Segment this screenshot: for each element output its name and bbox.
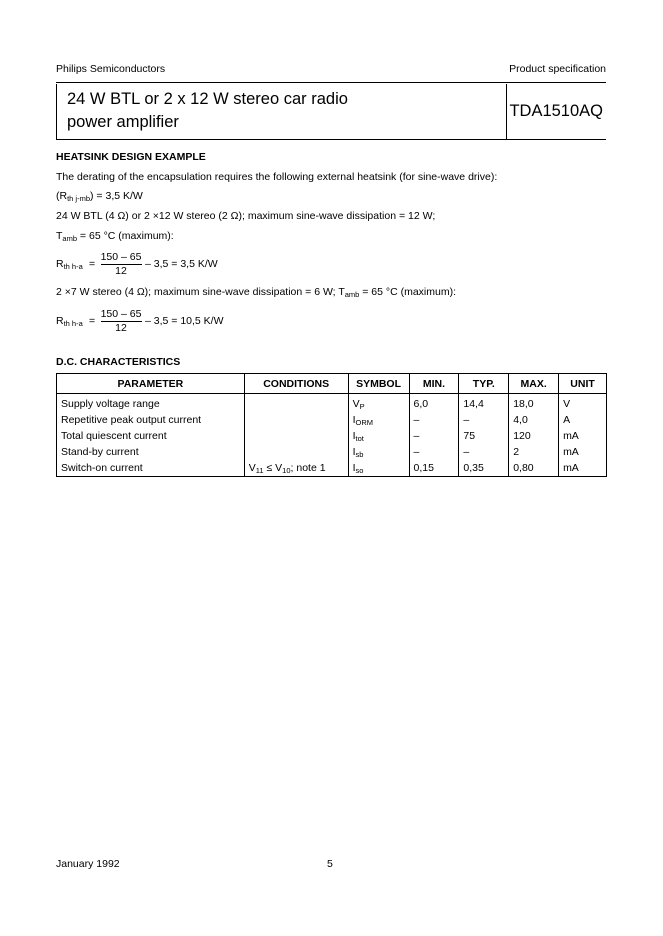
col-header-unit: UNIT	[559, 374, 607, 394]
formula-2-result: – 3,5 = 10,5 K/W	[145, 315, 224, 327]
cell-typ: 0,35	[459, 460, 509, 477]
cell-parameter: Switch-on current	[57, 460, 245, 477]
dc-heading: D.C. CHARACTERISTICS	[56, 356, 181, 368]
cell-conditions	[244, 428, 348, 444]
cell-parameter: Repetitive peak output current	[57, 412, 245, 428]
col-header-symbol: SYMBOL	[348, 374, 409, 394]
cell-max: 0,80	[509, 460, 559, 477]
table-header-row	[57, 374, 607, 394]
cell-symbol: $I_{ORM}$	[348, 412, 409, 428]
cell-symbol: $I_{sb}$	[348, 444, 409, 460]
formula-2-denominator: 12	[115, 322, 127, 334]
col-header-max: MAX.	[509, 374, 559, 394]
cell-typ: –	[459, 444, 509, 460]
cell-unit: mA	[559, 428, 607, 444]
cell-min: 0,15	[409, 460, 459, 477]
table-row	[57, 394, 607, 413]
cell-parameter: Total quiescent current	[57, 428, 245, 444]
col-header-parameter: PARAMETER	[57, 374, 245, 394]
cell-min: 6,0	[409, 394, 459, 413]
cell-parameter: Stand-by current	[57, 444, 245, 460]
table-row	[57, 428, 607, 444]
cell-typ: –	[459, 412, 509, 428]
formula-1-result: – 3,5 = 3,5 K/W	[145, 258, 218, 270]
cell-conditions	[244, 394, 348, 413]
cell-conditions	[244, 412, 348, 428]
title-line-2: power amplifier	[67, 113, 179, 131]
formula-1-equals: =	[89, 258, 96, 270]
table-row	[57, 444, 607, 460]
document-type: Product specification	[509, 63, 606, 75]
col-header-typ: TYP.	[459, 374, 509, 394]
cell-conditions	[244, 444, 348, 460]
title-line-1: 24 W BTL or 2 x 12 W stereo car radio	[67, 90, 348, 108]
heatsink-intro: The derating of the encapsulation requires the following external heatsink (for sine-wave drive):	[56, 171, 498, 183]
table-row	[57, 460, 607, 477]
cell-conditions: $V_{11} \le V_{10}$; note 1	[244, 460, 348, 477]
heatsink-heading: HEATSINK DESIGN EXAMPLE	[56, 151, 206, 163]
part-number: TDA1510AQ	[509, 102, 603, 120]
table-row	[57, 412, 607, 428]
cell-symbol: $V_P$	[348, 394, 409, 413]
formula-1-numerator: 150 – 65	[100, 251, 142, 263]
title-right-bar	[506, 84, 507, 139]
title-left-bar	[56, 84, 57, 139]
cell-min: –	[409, 412, 459, 428]
formula-1-lhs: $R_{th h-a}$	[56, 258, 83, 271]
cell-unit: A	[559, 412, 607, 428]
formula-1-denominator: 12	[115, 265, 127, 277]
header-rule-top	[56, 82, 606, 83]
page-number: 5	[327, 858, 333, 870]
stereo-dissipation-line: 2 ×7 W stereo (4 Ω); maximum sine-wave dissipation = 6 W; $T_{amb} = 65$ °C (maximum):	[56, 286, 457, 299]
dc-characteristics-table	[56, 373, 607, 477]
cell-symbol: $I_{tot}$	[348, 428, 409, 444]
footer-date: January 1992	[56, 858, 120, 870]
col-header-min: MIN.	[409, 374, 459, 394]
tamb-line: $T_{amb} = 65$ °C (maximum):	[56, 230, 174, 243]
document-title	[67, 88, 348, 134]
btl-dissipation-line: 24 W BTL (4 Ω) or 2 ×12 W stereo (2 Ω); maximum sine-wave dissipation = 12 W;	[56, 210, 436, 222]
cell-unit: V	[559, 394, 607, 413]
cell-unit: mA	[559, 444, 607, 460]
cell-unit: mA	[559, 460, 607, 477]
cell-max: 120	[509, 428, 559, 444]
company-name: Philips Semiconductors	[56, 63, 166, 75]
cell-max: 18,0	[509, 394, 559, 413]
cell-max: 2	[509, 444, 559, 460]
cell-max: 4,0	[509, 412, 559, 428]
cell-min: –	[409, 444, 459, 460]
cell-symbol: $I_{so}$	[348, 460, 409, 477]
cell-typ: 75	[459, 428, 509, 444]
header-rule-bottom	[56, 139, 606, 140]
cell-typ: 14,4	[459, 394, 509, 413]
cell-min: –	[409, 428, 459, 444]
formula-2-equals: =	[89, 315, 96, 327]
formula-2-numerator: 150 – 65	[100, 308, 142, 320]
cell-parameter: Supply voltage range	[57, 394, 245, 413]
col-header-conditions: CONDITIONS	[244, 374, 348, 394]
rth-jmb-line: $(R_{th j-mb}) = 3,5$ K/W	[56, 190, 143, 203]
formula-2-lhs: $R_{th h-a}$	[56, 315, 83, 328]
